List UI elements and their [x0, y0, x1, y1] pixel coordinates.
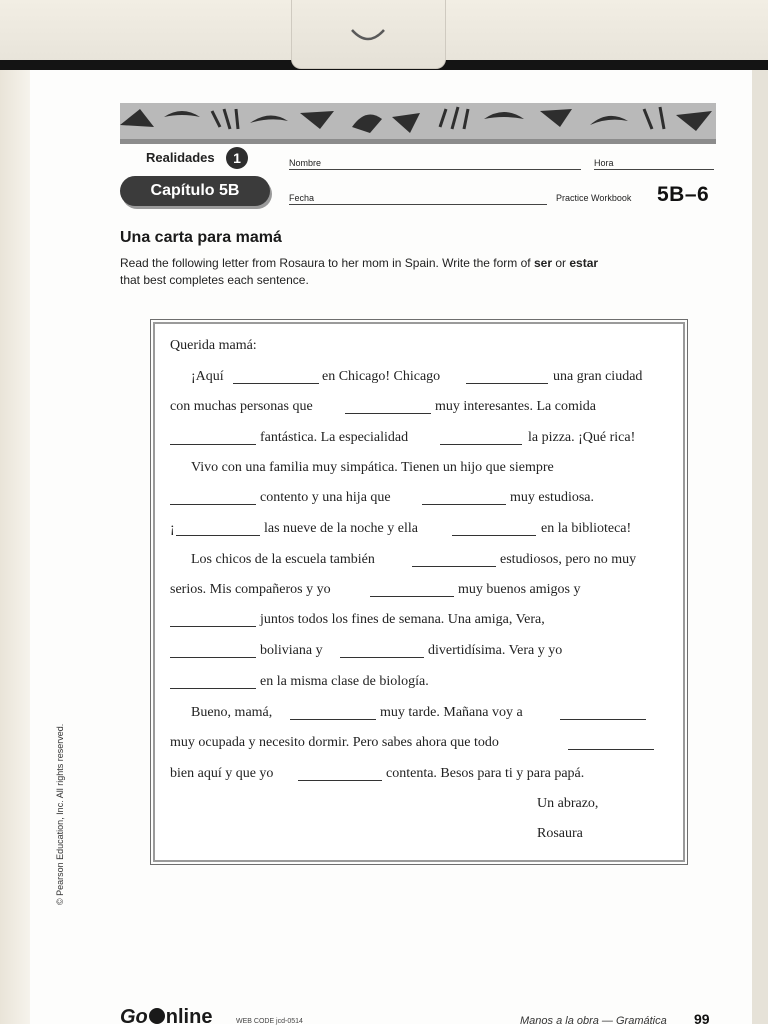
- letter-text: divertidísima. Vera y yo: [428, 643, 563, 658]
- letter-text: ¡: [170, 521, 175, 536]
- level-badge: 1: [226, 147, 248, 169]
- letter-text: muy estudiosa.: [510, 490, 594, 505]
- hora-line[interactable]: [594, 169, 714, 170]
- blank-14[interactable]: [340, 657, 424, 658]
- instructions: Read the following letter from Rosaura to her mom in Spain. Write the form of ser or estar that best completes each sentence.: [120, 256, 599, 287]
- blank-17[interactable]: [560, 719, 646, 720]
- nombre-line[interactable]: [289, 169, 581, 170]
- letter-text: Vivo con una familia muy simpática. Tienen un hijo que siempre: [191, 460, 554, 475]
- letter-text: muy ocupada y necesito dormir. Pero sabes ahora que todo: [170, 735, 499, 750]
- letter-text: muy interesantes. La comida: [435, 399, 596, 414]
- blank-18[interactable]: [568, 749, 654, 750]
- letter-text: ¡Aquí: [191, 369, 224, 384]
- letter-text: Bueno, mamá,: [191, 705, 273, 720]
- fecha-label: Fecha: [289, 193, 315, 203]
- page-number: 99: [694, 1011, 710, 1027]
- blank-2[interactable]: [466, 383, 548, 384]
- letter-text: bien aquí y que yo: [170, 766, 274, 781]
- blank-6[interactable]: [170, 504, 256, 505]
- blank-3[interactable]: [345, 413, 431, 414]
- copyright-note: © Pearson Education, Inc. All rights reserved.: [55, 723, 65, 905]
- activity-title: Una carta para mamá: [120, 229, 282, 246]
- page-right-edge: [752, 70, 768, 1024]
- letter-text: muy tarde. Mañana voy a: [380, 705, 523, 720]
- letter-text: serios. Mis compañeros y yo: [170, 582, 331, 597]
- letter-text: estudiosos, pero no muy: [500, 552, 637, 567]
- letter-text: boliviana y: [260, 643, 323, 658]
- decorative-banner: [120, 103, 716, 144]
- letter-text: fantástica. La especialidad: [260, 430, 409, 445]
- letter-text: la pizza. ¡Qué rica!: [528, 430, 636, 445]
- blank-8[interactable]: [176, 535, 260, 536]
- letter-text: en la biblioteca!: [541, 521, 632, 536]
- chapter-pill: Capítulo 5B: [120, 176, 270, 206]
- letter-text: en la misma clase de biología.: [260, 674, 429, 689]
- letter-text: en Chicago! Chicago: [322, 369, 441, 384]
- blank-1[interactable]: [233, 383, 319, 384]
- globe-icon: [149, 1008, 165, 1024]
- fecha-line[interactable]: [289, 204, 547, 205]
- blank-10[interactable]: [412, 566, 496, 567]
- binder-clip: [291, 0, 446, 69]
- clip-curve-icon: [350, 26, 386, 46]
- hora-label: Hora: [594, 158, 614, 168]
- letter-closing: Un abrazo,: [537, 796, 599, 811]
- blank-19[interactable]: [298, 780, 382, 781]
- banner-pattern-icon: [120, 103, 716, 139]
- letter-text: muy buenos amigos y: [458, 582, 581, 597]
- web-code: WEB CODE jcd-0514: [236, 1018, 303, 1025]
- blank-11[interactable]: [370, 596, 454, 597]
- letter-text: una gran ciudad: [553, 369, 643, 384]
- letter-text: contenta. Besos para ti y para papá.: [386, 766, 585, 781]
- letter-text: con muchas personas que: [170, 399, 313, 414]
- workbook-label: Practice Workbook: [556, 193, 632, 203]
- page-left-edge: [0, 70, 30, 1024]
- blank-12[interactable]: [170, 626, 256, 627]
- letter-text: juntos todos los fines de semana. Una amiga, Vera,: [260, 612, 545, 627]
- go-online-logo: Go nline: [120, 1006, 213, 1028]
- letter-text: las nueve de la noche y ella: [264, 521, 418, 536]
- blank-7[interactable]: [422, 504, 506, 505]
- blank-15[interactable]: [170, 688, 256, 689]
- blank-9[interactable]: [452, 535, 536, 536]
- letter-greeting: Querida mamá:: [170, 338, 257, 353]
- blank-16[interactable]: [290, 719, 376, 720]
- blank-13[interactable]: [170, 657, 256, 658]
- footer-section: Manos a la obra — Gramática: [520, 1015, 667, 1027]
- blank-5[interactable]: [440, 444, 522, 445]
- series-title: Realidades: [146, 150, 215, 165]
- nombre-label: Nombre: [289, 158, 322, 168]
- letter-signature: Rosaura: [537, 826, 583, 841]
- blank-4[interactable]: [170, 444, 256, 445]
- letter-text: contento y una hija que: [260, 490, 391, 505]
- letter-text: Los chicos de la escuela también: [191, 552, 375, 567]
- workbook-number: 5B–6: [657, 183, 710, 206]
